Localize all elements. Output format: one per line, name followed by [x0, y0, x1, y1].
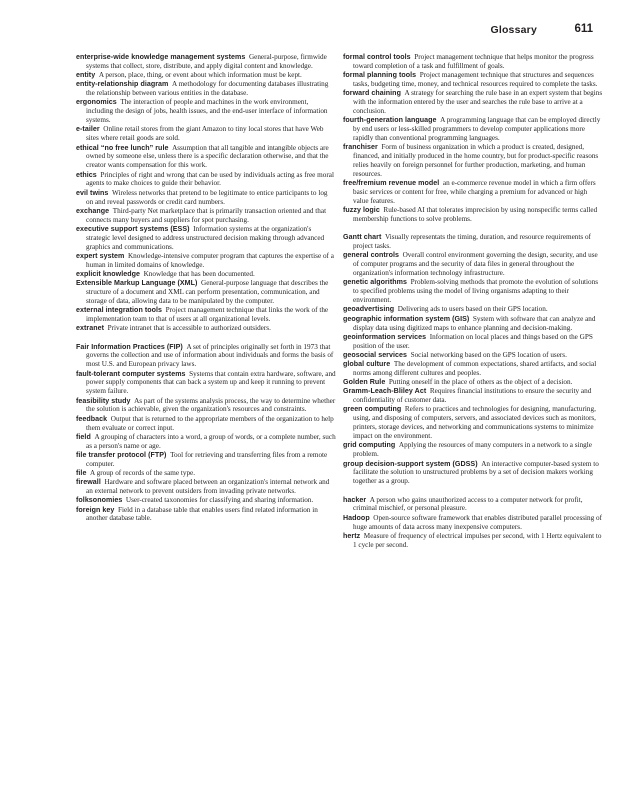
glossary-term: fourth-generation language: [343, 116, 437, 125]
glossary-definition: Refers to practices and technologies for designing, manufacturing, using, and disposing of computers, servers, and associated devices such as monitors, printers, storage devices, and networking and communications systems to minimize impact on the environment.: [353, 405, 596, 441]
glossary-entry: [76, 225, 336, 252]
glossary-definition: Open-source software framework that enables distributed parallel processing of huge amounts of data across many inexpensive computers.: [353, 513, 603, 531]
glossary-definition: Overall control environment governing the design, security, and use of computer programs and the security of data files in general throughout the organization's information technology infrastructure.: [353, 251, 598, 278]
glossary-entry: [343, 278, 603, 305]
glossary-definition: General-purpose language that describes the structure of a document and XML can perform presentation, communication, and storage of data, allowing data to be manipulated by the computer.: [86, 279, 329, 306]
glossary-definition: Tool for retrieving and transferring files from a remote computer.: [86, 450, 328, 468]
glossary-definition: Information systems at the organization's strategic level designed to address unstructured decision making through advanced graphics and communications.: [86, 224, 325, 251]
glossary-entry: [343, 71, 603, 89]
glossary-term: entity: [76, 71, 96, 80]
glossary-entry: [76, 270, 336, 279]
glossary-term: firewall: [76, 478, 101, 487]
glossary-entry: [76, 189, 336, 207]
glossary-definition: A set of principles originally set forth in 1973 that governs the collection and use of information about individuals and forms the basis of most U.S. and European privacy laws.: [86, 342, 334, 369]
glossary-definition: an e-commerce revenue model in which a firm offers basic services or content for free, while charging a premium for advanced or high value features.: [353, 179, 596, 205]
glossary-definition: Applying the resources of many computers in a network to a single problem.: [353, 441, 592, 459]
glossary-entry: [343, 387, 603, 405]
glossary-right-column: [343, 53, 603, 550]
glossary-term: franchiser: [343, 143, 378, 152]
glossary-definition: Project management technique that structures and sequences tasks, budgeting time, money, and technical resources required to complete the tasks.: [353, 71, 598, 89]
glossary-entry: [343, 179, 603, 206]
glossary-definition: Output that is returned to the appropriate members of the organization to help them evaluate or correct input.: [86, 414, 334, 432]
glossary-definition: A programming language that can be employed directly by end users or less-skilled programmers to develop computer applications more rapidly than conventional programming languages.: [353, 116, 601, 143]
glossary-term: grid computing: [343, 441, 396, 450]
glossary-entry: [76, 53, 336, 71]
glossary-entry: [76, 279, 336, 306]
glossary-entry: [76, 451, 336, 469]
glossary-term: Gantt chart: [343, 233, 382, 242]
glossary-term: file: [76, 469, 87, 478]
glossary-entry: [76, 506, 336, 524]
glossary-entry: [76, 98, 336, 125]
glossary-entry: [343, 315, 603, 333]
glossary-definition: Private intranet that is accessible to authorized outsiders.: [107, 324, 271, 333]
glossary-term: folksonomies: [76, 496, 123, 505]
glossary-term: Extensible Markup Language (XML): [76, 279, 198, 288]
glossary-definition: As part of the systems analysis process, the way to determine whether the solution is achievable, given the organization's resources and constraints.: [86, 396, 336, 414]
glossary-definition: Form of business organization in which a product is created, designed, financed, and initially produced in the home country, but for product-specific reasons relies heavily on foreign personnel for further production, marketing, and human resources.: [353, 143, 599, 178]
glossary-entry: [76, 80, 336, 98]
glossary-entry: [76, 370, 336, 397]
page-number: 611: [574, 23, 593, 35]
glossary-definition: Putting oneself in the place of others as the object of a decision.: [388, 378, 573, 387]
glossary-definition: Requires financial institutions to ensure the security and confidentiality of customer data.: [353, 387, 592, 405]
glossary-term: geoinformation services: [343, 332, 427, 341]
letter-section-gap: [76, 334, 336, 343]
glossary-term: explicit knowledge: [76, 270, 140, 279]
glossary-term: general controls: [343, 251, 399, 260]
glossary-definition: User-created taxonomies for classifying and sharing information.: [125, 496, 314, 505]
glossary-entry: [76, 324, 336, 333]
glossary-definition: A person, place, thing, or event about which information must be kept.: [98, 71, 302, 80]
glossary-definition: Field in a database table that enables users find related information in another database table.: [86, 505, 318, 523]
glossary-entry: [343, 460, 603, 487]
glossary-definition: Delivering ads to users based on their GPS location.: [397, 305, 548, 314]
glossary-definition: Problem-solving methods that promote the evolution of solutions to specified problems using the model of living organisms adapting to their environment.: [353, 278, 599, 305]
glossary-definition: A grouping of characters into a word, a group of words, or a complete number, such as a person's name or age.: [86, 432, 336, 450]
glossary-term: green computing: [343, 405, 402, 414]
glossary-term: Gramm-Leach-Bliley Act: [343, 387, 427, 396]
glossary-definition: An interactive computer-based system to facilitate the solution to unstructured problems by a set of decision makers working together as a group.: [353, 459, 599, 486]
glossary-definition: System with software that can analyze and display data using digitized maps to enhance planning and decision-making.: [353, 314, 596, 332]
glossary-definition: Visually representats the timing, duration, and resource requirements of project tasks.: [353, 233, 591, 251]
page-header: [75, 22, 595, 40]
glossary-term: evil twins: [76, 188, 109, 197]
glossary-definition: Assumption that all tangible and intangible objects are owned by someone else, unless there is a specific declaration otherwise, and that the creator wants compensation for this work.: [86, 143, 329, 170]
glossary-term: fuzzy logic: [343, 206, 380, 215]
glossary-definition: General-purpose, firmwide systems that collect, store, distribute, and apply digital content and knowledge.: [86, 53, 327, 70]
glossary-term: global culture: [343, 360, 391, 369]
glossary-entry: [343, 116, 603, 143]
glossary-entry: [343, 514, 603, 532]
glossary-term: expert system: [76, 251, 125, 260]
letter-section-gap: [343, 224, 603, 233]
glossary-entry: [76, 433, 336, 451]
glossary-definition: Knowledge that has been documented.: [143, 270, 255, 279]
glossary-definition: A person who gains unauthorized access to a computer network for profit, criminal mischief, or personal pleasure.: [353, 495, 583, 513]
glossary-left-column: [76, 53, 336, 524]
glossary-definition: Project management technique that helps monitor the progress toward completion of a task and fulfillment of goals.: [353, 53, 594, 70]
glossary-entry: [343, 206, 603, 224]
glossary-entry: [343, 305, 603, 314]
glossary-definition: The development of common expectations, shared artifacts, and social norms among different cultures and peoples.: [353, 360, 597, 377]
glossary-definition: Systems that contain extra hardware, software, and power supply components that can back a system up and keep it running to prevent system failure.: [86, 369, 336, 396]
glossary-entry: [76, 397, 336, 415]
glossary-entry: [76, 171, 336, 189]
glossary-definition: Online retail stores from the giant Amazon to tiny local stores that have Web sites where retail goods are sold.: [86, 125, 324, 143]
glossary-term: entity-relationship diagram: [76, 80, 169, 89]
glossary-entry: [76, 478, 336, 496]
glossary-definition: Measure of frequency of electrical impulses per second, with 1 Hertz equivalent to 1 cycle per second.: [353, 531, 602, 549]
header-title: Glossary: [490, 24, 537, 36]
glossary-term: Fair Information Practices (FIP): [76, 342, 183, 351]
glossary-entry: [76, 125, 336, 143]
glossary-entry: [343, 233, 603, 251]
glossary-term: geosocial services: [343, 350, 407, 359]
glossary-term: ethics: [76, 170, 97, 179]
glossary-term: geoadvertising: [343, 305, 395, 314]
glossary-term: executive support systems (ESS): [76, 224, 190, 233]
glossary-definition: Wireless networks that pretend to be legitimate to entice participants to log on and reveal passwords or credit card numbers.: [86, 188, 328, 206]
glossary-term: genetic algorithms: [343, 278, 407, 287]
glossary-definition: A methodology for documenting databases illustrating the relationship between various entities in the database.: [86, 80, 329, 98]
glossary-term: formal planning tools: [343, 71, 417, 80]
glossary-entry: [343, 378, 603, 387]
glossary-entry: [76, 252, 336, 270]
glossary-definition: Information on local places and things based on the GPS position of the user.: [353, 332, 593, 350]
glossary-entry: [76, 306, 336, 324]
letter-section-gap: [343, 487, 603, 496]
glossary-entry: [343, 360, 603, 378]
glossary-definition: A group of records of the same type.: [90, 469, 196, 478]
glossary-definition: Social networking based on the GPS location of users.: [410, 350, 567, 359]
glossary-term: geographic information system (GIS): [343, 314, 470, 323]
glossary-definition: The interaction of people and machines in the work environment, including the design of jobs, health issues, and the end-user interface of information systems.: [86, 98, 328, 125]
glossary-term: enterprise-wide knowledge management systems: [76, 53, 246, 61]
glossary-term: group decision-support system (GDSS): [343, 459, 478, 468]
glossary-term: formal control tools: [343, 53, 411, 61]
glossary-definition: Project management technique that links the work of the implementation team to that of users at all organizational levels.: [86, 306, 329, 324]
glossary-term: feedback: [76, 414, 108, 423]
glossary-entry: [343, 143, 603, 179]
glossary-definition: Rule-based AI that tolerates imprecision by using nonspecific terms called membership functions to solve problems.: [353, 206, 598, 224]
glossary-term: foreign key: [76, 505, 115, 514]
glossary-entry: [76, 469, 336, 478]
glossary-entry: [76, 343, 336, 370]
glossary-term: forward chaining: [343, 89, 401, 98]
glossary-term: hertz: [343, 531, 361, 540]
glossary-term: fault-tolerant computer systems: [76, 369, 186, 378]
glossary-term: e-tailer: [76, 125, 100, 134]
glossary-term: ethical “no free lunch” rule: [76, 143, 169, 152]
glossary-term: Hadoop: [343, 513, 370, 522]
glossary-entry: [343, 89, 603, 116]
glossary-term: extranet: [76, 324, 104, 333]
glossary-definition: Knowledge-intensive computer program that captures the expertise of a human in limited domains of knowledge.: [86, 251, 334, 269]
glossary-term: field: [76, 432, 91, 441]
glossary-entry: [76, 207, 336, 225]
glossary-entry: [343, 53, 603, 71]
glossary-entry: [343, 441, 603, 459]
glossary-entry: [343, 251, 603, 278]
glossary-entry: [343, 405, 603, 441]
glossary-definition: A strategy for searching the rule base in an expert system that begins with the information entered by the user and searches the rule base to arrive at a conclusion.: [353, 89, 603, 116]
glossary-definition: Principles of right and wrong that can be used by individuals acting as free moral agents to make choices to guide their behavior.: [86, 170, 334, 188]
glossary-entry: [76, 415, 336, 433]
glossary-entry: [343, 496, 603, 514]
glossary-term: ergonomics: [76, 98, 117, 107]
glossary-term: feasibility study: [76, 396, 131, 405]
glossary-entry: [343, 351, 603, 360]
glossary-definition: Hardware and software placed between an organization's internal network and an external network to prevent outsiders from invading private networks.: [86, 478, 330, 496]
glossary-term: external integration tools: [76, 306, 163, 315]
glossary-term: file transfer protocol (FTP): [76, 450, 167, 459]
glossary-definition: Third-party Net marketplace that is primarily transaction oriented and that connects many buyers and suppliers for spot purchasing.: [86, 206, 327, 224]
glossary-entry: [343, 333, 603, 351]
glossary-entry: [76, 496, 336, 505]
glossary-term: hacker: [343, 495, 367, 504]
glossary-entry: [76, 71, 336, 80]
glossary-term: Golden Rule: [343, 378, 386, 387]
glossary-term: exchange: [76, 206, 110, 215]
glossary-entry: [343, 532, 603, 550]
glossary-entry: [76, 144, 336, 171]
glossary-term: free/fremium revenue model: [343, 179, 440, 188]
